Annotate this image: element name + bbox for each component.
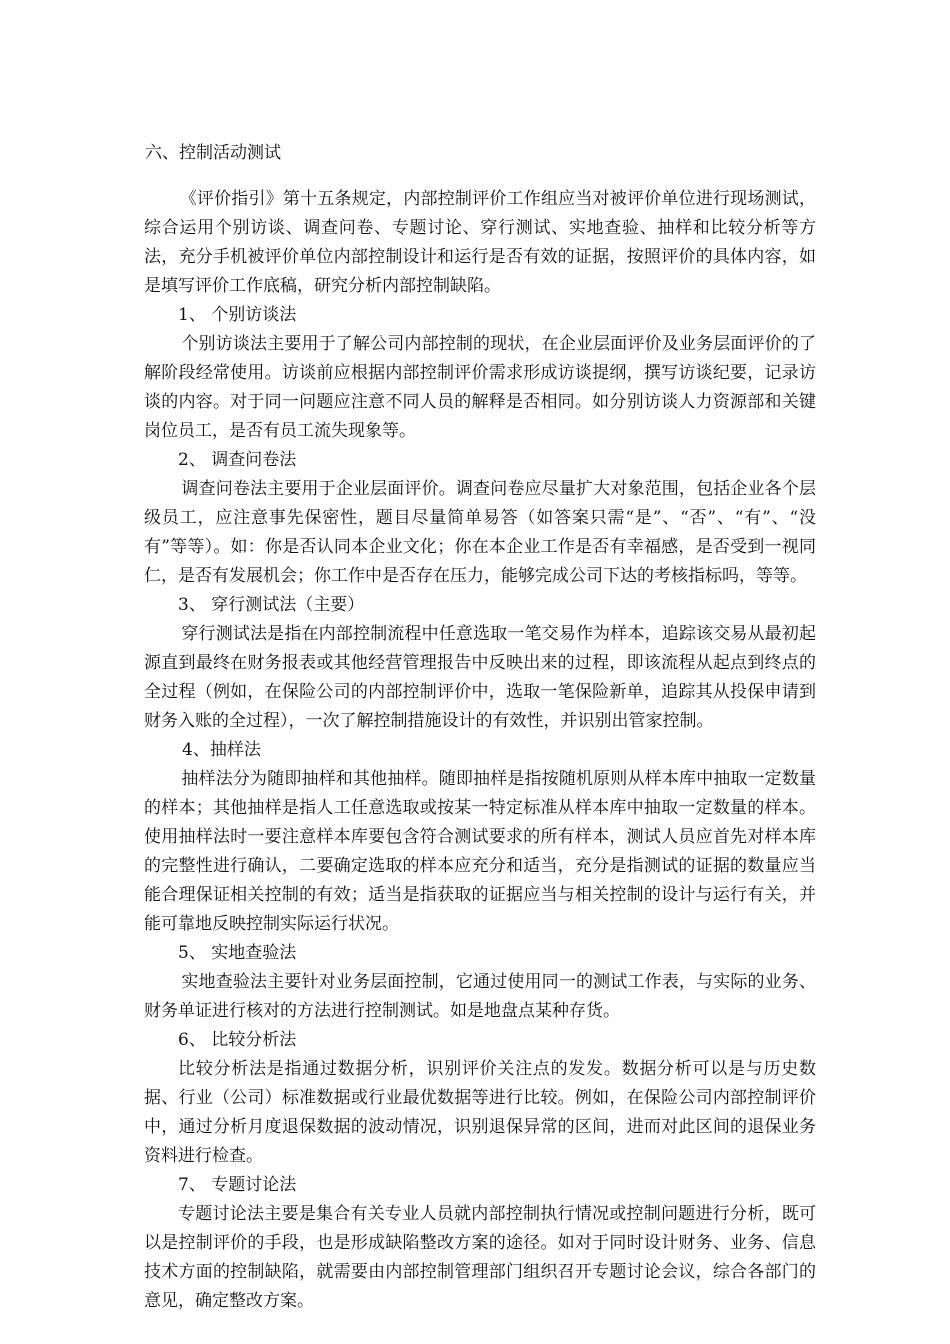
method-heading-interview: 1、 个别访谈法	[178, 305, 297, 325]
method-text-walkthrough: 穿行测试法是指在内部控制流程中任意选取一笔交易作为样本，追踪该交易从最初起源直到最终在财务报表或其他经营管理报告中反映出来的过程，即该流程从起点到终点的全过程（例如，在保险公司的内部控制评价中，选取一笔保险新单，追踪其从投保申请到财务入账的全过程），一次了解控制措施设计的有效性，并识别出管家控制。	[144, 624, 816, 731]
method-heading-onsite: 5、 实地查验法	[178, 943, 297, 963]
intro-paragraph: 《评价指引》第十五条规定，内部控制评价工作组应当对被评价单位进行现场测试，综合运用个别访谈、调查问卷、专题讨论、穿行测试、实地查验、抽样和比较分析等方法，充分手机被评价单位内部控制设计和运行是否有效的证据，按照评价的具体内容，如是填写评价工作底稿，研究分析内部控制缺陷。	[144, 189, 816, 296]
method-text-onsite: 实地查验法主要针对业务层面控制，它通过使用同一的测试工作表，与实际的业务、财务单证进行核对的方法进行控制测试。如是地盘点某种存货。	[144, 972, 816, 1021]
method-heading-comparison: 6、 比较分析法	[178, 1030, 297, 1050]
method-text-interview: 个别访谈法主要用于了解公司内部控制的现状，在企业层面评价及业务层面评价的了解阶段经常使用。访谈前应根据内部控制评价需求形成访谈提纲，撰写访谈纪要，记录访谈的内容。对于同一问题应注意不同人员的解释是否相同。如分别访谈人力资源部和关键岗位员工，是否有员工流失现象等。	[144, 334, 816, 441]
method-text-comparison: 比较分析法是指通过数据分析，识别评价关注点的发发。数据分析可以是与历史数据、行业（公司）标准数据或行业最优数据等进行比较。例如，在保险公司内部控制评价中，通过分析月度退保数据的波动情况，识别退保异常的区间，进而对此区间的退保业务资料进行检查。	[144, 1059, 816, 1166]
section-title: 六、控制活动测试	[145, 143, 281, 163]
method-heading-walkthrough: 3、 穿行测试法（主要）	[178, 595, 365, 615]
method-heading-questionnaire: 2、 调查问卷法	[178, 450, 297, 470]
method-text-discussion: 专题讨论法主要是集合有关专业人员就内部控制执行情况或控制问题进行分析，既可以是控制评价的手段，也是形成缺陷整改方案的途径。如对于同时设计财务、业务、信息技术方面的控制缺陷，就需要由内部控制管理部门组织召开专题讨论会议，综合各部门的意见，确定整改方案。	[144, 1204, 816, 1311]
method-text-sampling: 抽样法分为随即抽样和其他抽样。随即抽样是指按随机原则从样本库中抽取一定数量的样本；其他抽样是指人工任意选取或按某一特定标准从样本库中抽取一定数量的样本。使用抽样法时一要注意样本库要包含符合测试要求的所有样本，测试人员应首先对样本库的完整性进行确认，二要确定选取的样本应充分和适当，充分是指测试的证据的数量应当能合理保证相关控制的有效；适当是指获取的证据应当与相关控制的设计与运行有关，并能可靠地反映控制实际运行状况。	[144, 769, 816, 934]
method-text-questionnaire: 调查问卷法主要用于企业层面评价。调查问卷应尽量扩大对象范围，包括企业各个层级员工，应注意事先保密性，题目尽量简单易答（如答案只需“是”、“否”、“有”、“没有”等等）。如：你是否认同本企业文化；你在本企业工作是否有幸福感，是否受到一视同仁，是否有发展机会；你工作中是否存在压力，能够完成公司下达的考核指标吗，等等。	[144, 479, 816, 586]
method-heading-discussion: 7、 专题讨论法	[178, 1175, 297, 1195]
method-heading-sampling: 4、抽样法	[182, 740, 261, 760]
document-body	[144, 185, 816, 1316]
